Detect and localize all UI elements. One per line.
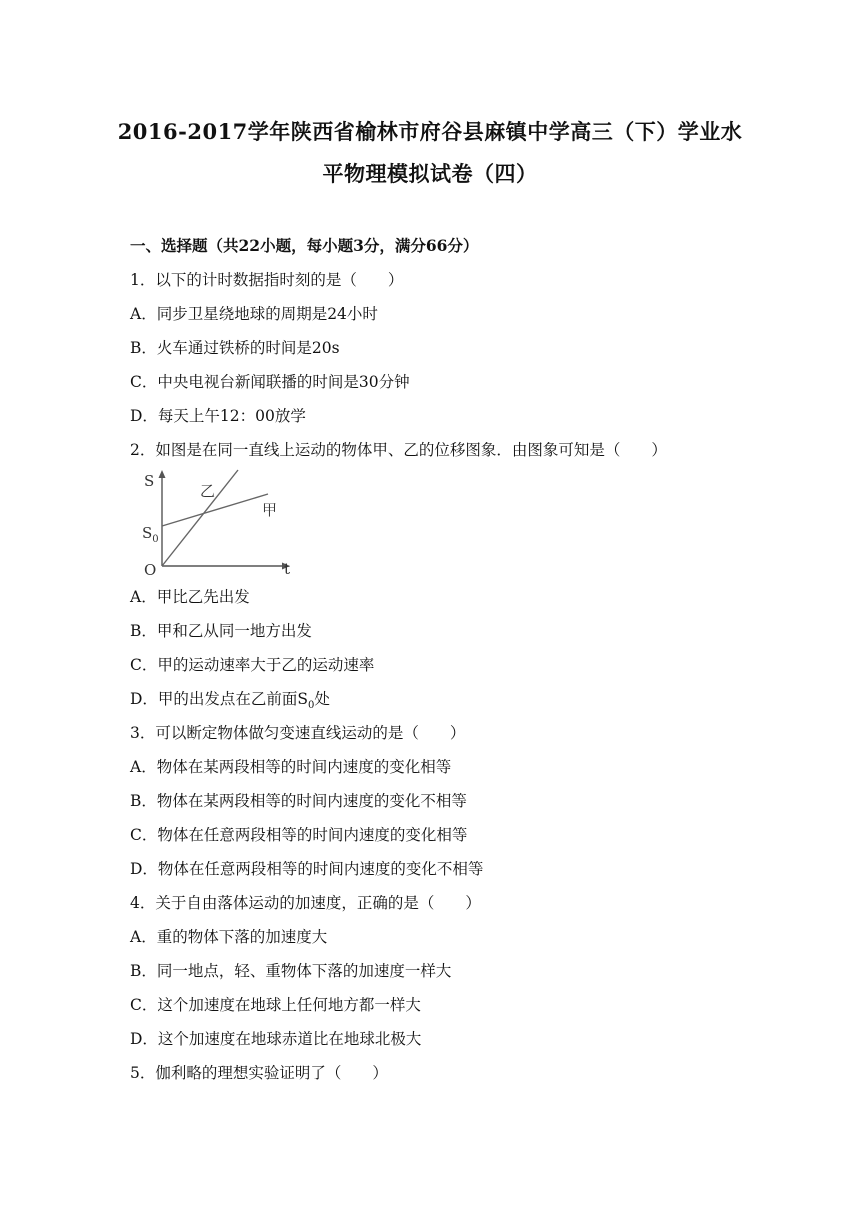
exam-title-line2: 平物理模拟试卷（四）	[322, 161, 538, 186]
question-1-option-d: D．每天上午12：00放学	[130, 407, 306, 425]
s0-label: $S_0$	[142, 524, 159, 545]
question-3-option-d: D．物体在任意两段相等的时间内速度的变化不相等	[130, 860, 484, 878]
exam-title-line1: 2016-2017学年陕西省榆林市府谷县麻镇中学高三（下）学业水	[117, 119, 743, 144]
question-2-stem: 2．如图是在同一直线上运动的物体甲、乙的位移图象．由图象可知是（ ）	[130, 441, 667, 459]
question-4-option-d: D．这个加速度在地球赤道比在地球北极大	[130, 1030, 422, 1048]
line-yi-label: 乙	[200, 482, 216, 500]
displacement-time-graph	[140, 466, 300, 576]
question-1-option-c: C．中央电视台新闻联播的时间是30分钟	[130, 373, 410, 391]
section-heading: 一、选择题（共22小题，每小题3分，满分66分）	[130, 236, 479, 255]
question-2-option-d: D．甲的出发点在乙前面$S_0$处	[130, 690, 330, 712]
question-2-option-a: A．甲比乙先出发	[130, 588, 250, 606]
question-3-option-a: A．物体在某两段相等的时间内速度的变化相等	[130, 758, 452, 776]
t-axis-label: t	[284, 560, 291, 576]
question-4-option-a: A．重的物体下落的加速度大	[130, 928, 328, 946]
s-axis-arrow-icon	[159, 470, 166, 478]
question-4-option-b: B．同一地点，轻、重物体下落的加速度一样大	[130, 962, 452, 980]
question-1-stem: 1．以下的计时数据指时刻的是（ ）	[130, 271, 404, 289]
line-jia-label: 甲	[262, 501, 278, 519]
question-3-option-b: B．物体在某两段相等的时间内速度的变化不相等	[130, 792, 467, 810]
question-2-option-b: B．甲和乙从同一地方出发	[130, 622, 312, 640]
s-axis-label: S	[144, 472, 155, 490]
origin-label: O	[144, 561, 157, 576]
question-1-option-b: B．火车通过铁桥的时间是20s	[130, 339, 340, 357]
question-1-option-a: A．同步卫星绕地球的周期是24小时	[130, 305, 378, 323]
question-4-stem: 4．关于自由落体运动的加速度，正确的是（ ）	[130, 894, 481, 912]
question-3-stem: 3．可以断定物体做匀变速直线运动的是（ ）	[130, 724, 466, 742]
question-4-option-c: C．这个加速度在地球上任何地方都一样大	[130, 996, 421, 1014]
question-2-option-c: C．甲的运动速率大于乙的运动速率	[130, 656, 375, 674]
question-5-stem: 5．伽利略的理想实验证明了（ ）	[130, 1064, 388, 1082]
question-3-option-c: C．物体在任意两段相等的时间内速度的变化相等	[130, 826, 468, 844]
